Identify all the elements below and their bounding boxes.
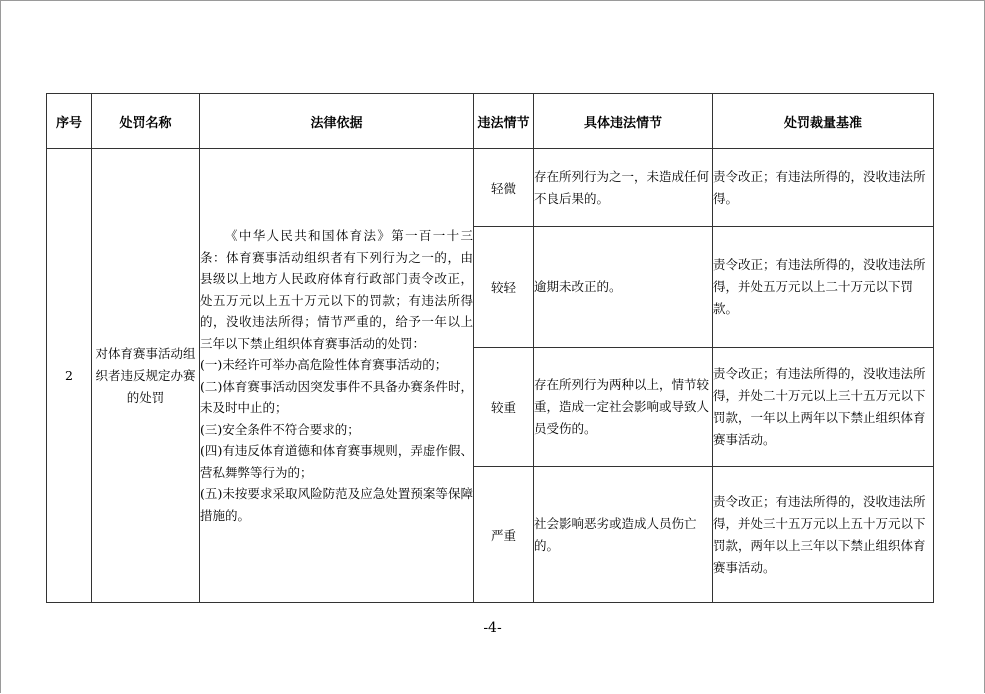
- legal-basis-item: (三)安全条件不符合要求的；: [200, 421, 360, 437]
- grade-level: 较重: [474, 348, 534, 467]
- header-level: 违法情节: [474, 94, 534, 149]
- legal-basis-item: (一)未经许可举办高危险性体育赛事活动的；: [200, 357, 448, 372]
- grade-detail: 存在所列行为两种以上，情节较重，造成一定社会影响或导致人员受伤的。: [534, 348, 713, 467]
- penalty-name: 对体育赛事活动组织者违反规定办赛的处罚: [92, 149, 200, 603]
- legal-basis: [200, 149, 474, 603]
- header-row: [47, 94, 934, 149]
- header-detail: 具体违法情节: [534, 94, 713, 149]
- grade-detail: 社会影响恶劣或造成人员伤亡的。: [534, 467, 713, 603]
- grade-standard: 责令改正；有违法所得的，没收违法所得。: [713, 149, 934, 227]
- penalty-standard-table: [46, 93, 934, 603]
- grade-level: 较轻: [474, 227, 534, 348]
- row-number: 2: [47, 149, 92, 603]
- legal-basis-intro: 《中华人民共和国体育法》第一百一十三条：体育赛事活动组织者有下列行为之一的，由县级以上地方人民政府体育行政部门责令改正，处五万元以上五十万元以下的罚款；有违法所得的，没收违法所得；情节严重的，给予一年以上三年以下禁止组织体育赛事活动的处罚：: [200, 228, 473, 351]
- grade-standard: 责令改正；有违法所得的，没收违法所得，并处三十五万元以上五十万元以下罚款，两年以上三年以下禁止组织体育赛事活动。: [713, 467, 934, 603]
- grade-standard: 责令改正；有违法所得的，没收违法所得，并处五万元以上二十万元以下罚款。: [713, 227, 934, 348]
- header-no: 序号: [47, 94, 92, 149]
- header-name: 处罚名称: [92, 94, 200, 149]
- legal-basis-item: (二)体育赛事活动因突发事件不具备办赛条件时，未及时中止的；: [200, 378, 473, 415]
- legal-basis-item: (五)未按要求采取风险防范及应急处置预案等保障措施的。: [200, 486, 473, 523]
- grade-standard: 责令改正；有违法所得的，没收违法所得，并处二十万元以上三十五万元以下罚款，一年以上两年以下禁止组织体育赛事活动。: [713, 348, 934, 467]
- page-number: -4-: [483, 620, 502, 636]
- header-standard: 处罚裁量基准: [713, 94, 934, 149]
- grade-detail: 逾期未改正的。: [534, 227, 713, 348]
- grade-level: 严重: [474, 467, 534, 603]
- grade-level: 轻微: [474, 149, 534, 227]
- table-row: [47, 149, 934, 227]
- header-basis: 法律依据: [200, 94, 474, 149]
- grade-detail: 存在所列行为之一，未造成任何不良后果的。: [534, 149, 713, 227]
- legal-basis-item: (四)有违反体育道德和体育赛事规则，弄虚作假、营私舞弊等行为的；: [200, 443, 473, 480]
